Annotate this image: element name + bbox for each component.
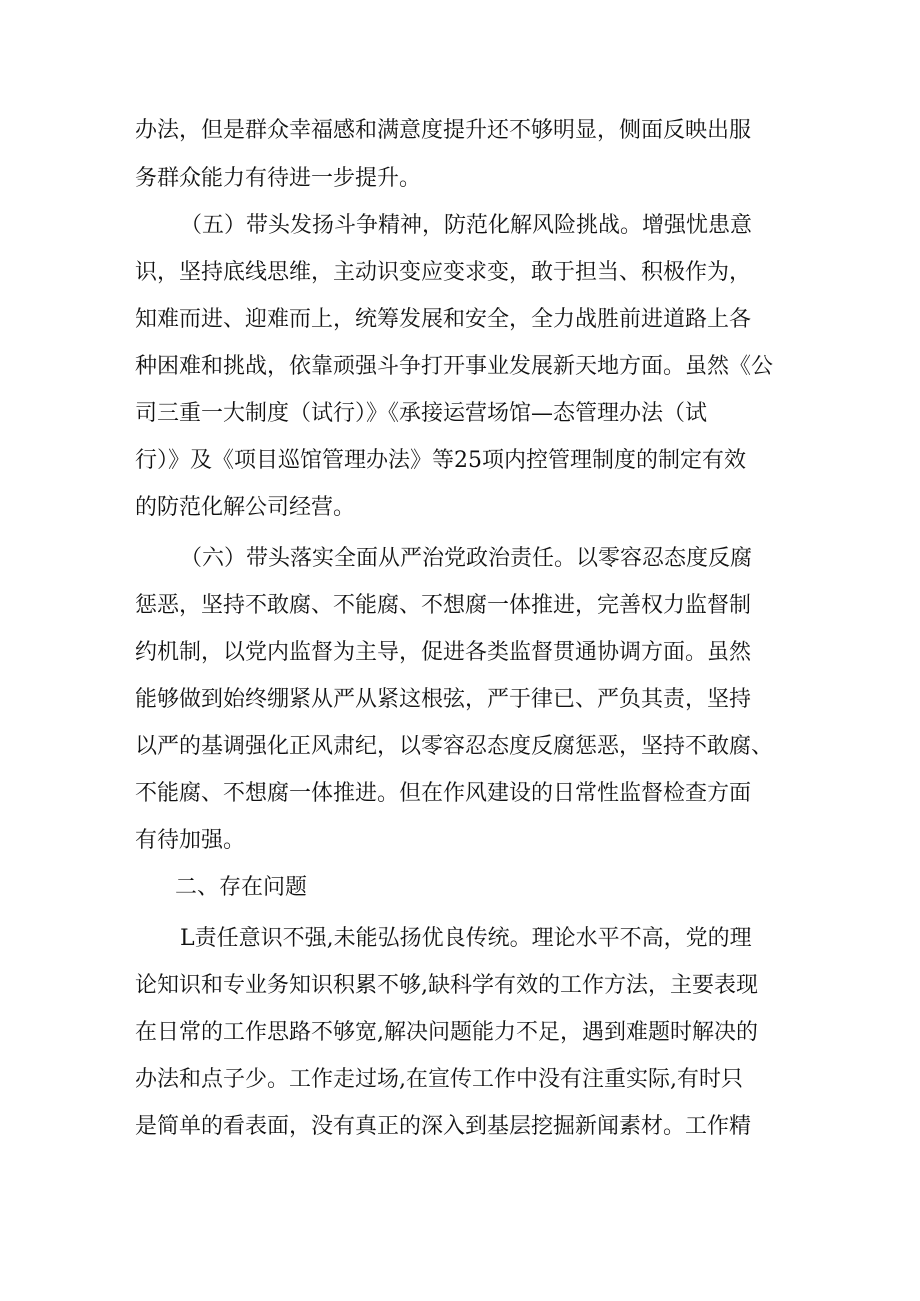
- line-text: 惩恶，坚持不敢腐、不能腐、不想腐一体推进，完善权力监督制: [135, 593, 752, 618]
- line-text: （五）带头发扬斗争精神，防范化解风险挑战。增强忧患意: [180, 213, 753, 238]
- line-text: 司三重一大制度（试行）》《承接运营场馆—态管理办法（试: [135, 401, 708, 426]
- line-text: 二、存在问题: [175, 875, 308, 900]
- line-text: 约机制，以党内监督为主导，促进各类监督贯通协调方面。虽然: [135, 640, 752, 665]
- line-text: 识，坚持底线思维，主动识变应变求变，敢于担当、积极作为，: [135, 260, 752, 285]
- line-text: 论知识和专业务知识积累不够,缺科学有效的工作方法，主要表现: [135, 973, 758, 998]
- line-text: 的防范化解公司经营。: [135, 495, 356, 520]
- line-text: 行）》及《项目巡馆管理办法》等25项内控管理制度的制定有效: [135, 448, 746, 473]
- line-text: 是简单的看表面，没有真正的深入到基层挖掘新闻素材。工作精: [135, 1114, 752, 1139]
- line-text: 不能腐、不想腐一体推进。但在作风建设的日常性监督检查方面: [135, 781, 752, 806]
- line-text: 以严的基调强化正风肃纪，以零容忍态度反腐惩恶，坚持不敢腐、: [135, 734, 774, 759]
- line-text: 种困难和挑战，依靠顽强斗争打开事业发展新天地方面。虽然《公: [135, 354, 774, 379]
- line-text: 能够做到始终绷紧从严从紧这根弦，严于律已、严负其责，坚持: [135, 687, 752, 712]
- line-text: L责任意识不强,未能弘扬优良传统。理论水平不高，党的理: [180, 926, 752, 951]
- line-text: 办法，但是群众幸福感和满意度提升还不够明显，侧面反映出服: [135, 118, 752, 143]
- line-text: 知难而进、迎难而上，统筹发展和安全，全力战胜前进道路上各: [135, 307, 752, 332]
- line-text: 务群众能力有待进一步提升。: [135, 166, 422, 191]
- line-text: 在日常的工作思路不够宽,解决问题能力不足，遇到难题时解决的: [135, 1020, 758, 1045]
- line-text: 有待加强。: [135, 828, 246, 853]
- line-text: （六）带头落实全面从严治党政治责任。以零容忍态度反腐: [180, 546, 753, 571]
- line-text: 办法和点子少。工作走过场,在宣传工作中没有注重实际,有时只: [135, 1067, 743, 1092]
